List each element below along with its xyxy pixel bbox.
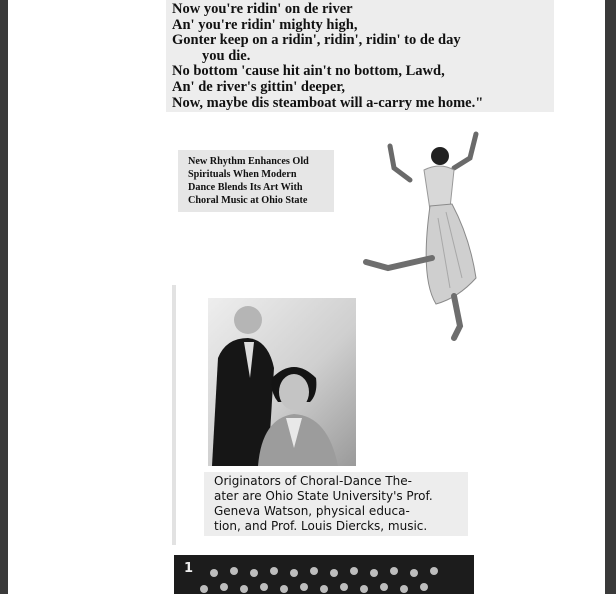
poem-line: Gonter keep on a ridin', ridin', ridin' to de day bbox=[172, 32, 461, 49]
poem-line: No bottom 'cause hit ain't no bottom, Lawd, bbox=[172, 63, 445, 80]
caption-line: tion, and Prof. Louis Diercks, music. bbox=[214, 519, 428, 533]
caption-line: ater are Ohio State University's Prof. bbox=[214, 489, 433, 503]
poem-line: you die. bbox=[202, 47, 251, 64]
page-gutter bbox=[172, 285, 176, 545]
poem-line: Now you're ridin' on de river bbox=[172, 1, 353, 17]
headline-line: Spirituals When Modern bbox=[188, 169, 297, 180]
poem-excerpt bbox=[166, 0, 554, 112]
group-photo bbox=[174, 555, 474, 594]
headline-line: Dance Blends Its Art With bbox=[188, 182, 303, 193]
dancer-photo bbox=[358, 128, 488, 343]
poem-line: An' you're ridin' mighty high, bbox=[172, 16, 358, 33]
group-figures bbox=[174, 555, 474, 594]
professors-photo bbox=[208, 298, 356, 466]
poem-line: Now, maybe dis steamboat will a-carry me home." bbox=[172, 94, 484, 111]
headline-line: New Rhythm Enhances Old bbox=[188, 156, 309, 167]
professors-figure bbox=[208, 298, 356, 466]
poem-line: An' de river's gittin' deeper, bbox=[172, 78, 346, 95]
headline-line: Choral Music at Ohio State bbox=[188, 195, 308, 206]
caption-line: Geneva Watson, physical educa- bbox=[214, 504, 410, 518]
photo-caption bbox=[204, 472, 468, 536]
photo-number: 1 bbox=[184, 561, 194, 576]
caption-line: Originators of Choral-Dance The- bbox=[214, 474, 412, 488]
article-headline bbox=[178, 150, 334, 212]
magazine-page bbox=[8, 0, 605, 594]
